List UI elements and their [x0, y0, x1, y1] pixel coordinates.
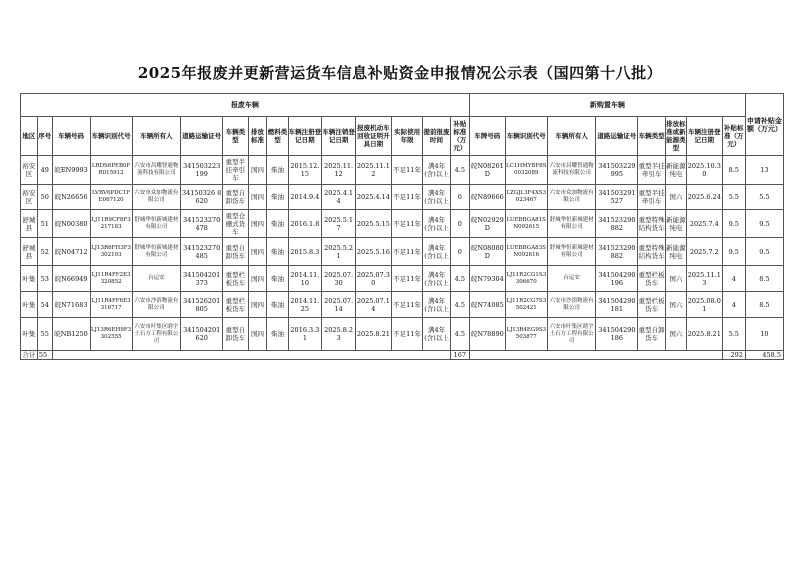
col-fuel: 燃料类型: [267, 117, 288, 156]
cell-cancel-date: 2025.5.17: [322, 210, 356, 238]
cell-seq: 49: [37, 156, 52, 185]
cell-owner: 六安市众加物流有限公司: [132, 185, 180, 210]
cell-fuel: 柴油: [267, 292, 288, 318]
cell-vin: LJ11R4FF2E3320852: [90, 266, 132, 292]
cell-subsidy-std: 0: [450, 238, 469, 266]
cell-seq: 51: [37, 210, 52, 238]
cell-subsidy-std: 4.5: [450, 156, 469, 185]
cell-new-emission: 新能源纯电: [665, 210, 686, 238]
cell-permit: 341526201805: [181, 292, 223, 318]
total-amount: 458.5: [745, 351, 783, 360]
cell-new-type: 重型栏板货车: [638, 292, 665, 318]
col-vin: 车辆识别代号: [90, 117, 132, 156]
cell-subsidy-std: 4.5: [450, 318, 469, 351]
cell-new-owner: 台运安: [547, 266, 595, 292]
cell-years-early: 满4年(含)以上: [423, 238, 450, 266]
col-seq: 序号: [37, 117, 52, 156]
col-new-vin: 车辆识别代号: [505, 117, 547, 156]
cell-new-subsidy-std: 9.5: [722, 210, 745, 238]
cell-vin: LVBV6PDC1FE067120: [90, 185, 132, 210]
cell-seq: 50: [37, 185, 52, 210]
cell-fuel: 柴油: [267, 266, 288, 292]
cell-new-plate: 皖N74085: [469, 292, 505, 318]
cell-new-type: 重型特殊结构货车: [638, 238, 665, 266]
cell-new-owner: 六安市叶集区晗宇土石方工程有限公司: [547, 318, 595, 351]
cell-new-subsidy-std: 4: [722, 292, 745, 318]
cell-new-vin: LJ11R2CG7S3502421: [505, 292, 547, 318]
cell-emission: 国四: [248, 185, 267, 210]
cell-new-subsidy-std: 5.5: [722, 318, 745, 351]
cell-years-early: 满4年(含)以上: [423, 156, 450, 185]
cell-years-early: 满4年(含)以上: [423, 185, 450, 210]
cell-district: 叶集: [21, 318, 38, 351]
cell-new-reg-date: 2025.8.21: [686, 318, 722, 351]
cell-new-vin: LUEBBGA83SN092616: [505, 238, 547, 266]
cell-new-emission: 国六: [665, 266, 686, 292]
cell-new-type: 重型半挂牵引车: [638, 185, 665, 210]
group-scrap: 报废车辆: [21, 94, 470, 117]
cell-new-vin: LJ11R2CG1S3306670: [505, 266, 547, 292]
cell-scrap-date: 2025.5.16: [355, 238, 391, 266]
cell-new-permit: 341523290882: [596, 210, 638, 238]
col-new-owner: 车辆所有人: [547, 117, 595, 156]
cell-vin: LJ11R4FF6E3316717: [90, 292, 132, 318]
cell-fuel: 柴油: [267, 156, 288, 185]
table-row: [21, 185, 784, 210]
cell-years-early: 满4年(含)以上: [423, 292, 450, 318]
col-subsidy-std: 补贴标准（万元）: [450, 117, 469, 156]
cell-new-reg-date: 2025.7.2: [686, 238, 722, 266]
cell-years-early: 满4年(含)以上: [423, 210, 450, 238]
cell-type: 重型栏板货车: [223, 292, 248, 318]
cell-subsidy-std: 0: [450, 185, 469, 210]
total-label: 合计: [22, 351, 36, 359]
cell-vin: LRDS6PEB0FR015912: [90, 156, 132, 185]
cell-district: 舒城县: [21, 238, 38, 266]
cell-plate: 皖N71683: [52, 292, 90, 318]
cell-type: 重型仓栅式货车: [223, 210, 248, 238]
cell-subsidy-std: 0: [450, 210, 469, 238]
cell-owner: 六安市昌耀智通物流科技有限公司: [132, 156, 180, 185]
total-row: [21, 351, 784, 360]
cell-type: 重型自卸货车: [223, 238, 248, 266]
cell-fuel: 柴油: [267, 318, 288, 351]
cell-years-used: 不足11年: [391, 318, 423, 351]
cell-new-subsidy-std: 4: [722, 266, 745, 292]
col-new-emission: 排放标准或新能源类型: [665, 117, 686, 156]
cell-new-emission: 国六: [665, 292, 686, 318]
subsidy-table: [20, 93, 784, 360]
cell-new-owner: 舒城华恒新城建材有限公司: [547, 210, 595, 238]
cell-district: 叶集: [21, 266, 38, 292]
col-cancel-date: 车辆注销登记日期: [322, 117, 356, 156]
cell-plate: 皖N04712: [52, 238, 90, 266]
cell-new-permit: 341504290196: [596, 266, 638, 292]
cell-plate: 皖N66949: [52, 266, 90, 292]
cell-district: 裕安区: [21, 156, 38, 185]
cell-vin: LJ13R6EH9F3302555: [90, 318, 132, 351]
total-new-subsidy: 292: [722, 351, 745, 360]
cell-fuel: 柴油: [267, 210, 288, 238]
cell-new-type: 重型栏板货车: [638, 266, 665, 292]
cell-emission: 国四: [248, 266, 267, 292]
col-emission: 排放标准: [248, 117, 267, 156]
cell-subsidy-std: 4.5: [450, 292, 469, 318]
cell-subsidy-std: 4.5: [450, 266, 469, 292]
cell-owner: 六安市沙浴物流有限公司: [132, 292, 180, 318]
cell-amount: 8.5: [745, 266, 783, 292]
table-body: [21, 156, 784, 351]
cell-district: 裕安区: [21, 185, 38, 210]
cell-seq: 52: [37, 238, 52, 266]
col-owner: 车辆所有人: [132, 117, 180, 156]
cell-type: 重型自卸货车: [223, 318, 248, 351]
table-row: [21, 266, 784, 292]
col-amount: 申请补贴金额（万元）: [745, 94, 783, 156]
cell-new-emission: 国六: [665, 318, 686, 351]
cell-cancel-date: 2025.07.14: [322, 292, 356, 318]
cell-vin: LJ11R9CF8F3217183: [90, 210, 132, 238]
cell-district: 舒城县: [21, 210, 38, 238]
cell-scrap-date: 2025.5.15: [355, 210, 391, 238]
cell-permit: 341523270478: [181, 210, 223, 238]
cell-permit: 341504201373: [181, 266, 223, 292]
cell-reg-date: 2014.11.25: [288, 292, 322, 318]
table-row: [21, 318, 784, 351]
cell-new-owner: 舒城华恒新城建材有限公司: [547, 238, 595, 266]
cell-new-vin: LJ13R4EG9S3503877: [505, 318, 547, 351]
cell-type: 重型半挂牵引车: [223, 156, 248, 185]
group-header-row: [21, 94, 784, 117]
cell-years-used: 不足11年: [391, 266, 423, 292]
page-title: 2025年报废并更新营运货车信息补贴资金申报情况公示表（国四第十八批）: [137, 64, 663, 82]
table-row: [21, 156, 784, 185]
cell-district: 叶集: [21, 292, 38, 318]
col-years-early: 提前报废时间: [423, 117, 450, 156]
cell-amount: 8.5: [745, 292, 783, 318]
cell-amount: 9.5: [745, 210, 783, 238]
cell-new-subsidy-std: 5.5: [722, 185, 745, 210]
cell-cancel-date: 2025.8.23: [322, 318, 356, 351]
cell-new-permit: 341523290882: [596, 238, 638, 266]
cell-emission: 国四: [248, 238, 267, 266]
cell-new-plate: 皖N78890: [469, 318, 505, 351]
cell-seq: 55: [37, 318, 52, 351]
col-new-reg-date: 车辆注册登记日期: [686, 117, 722, 156]
cell-new-emission: 国六: [665, 185, 686, 210]
cell-years-used: 不足11年: [391, 156, 423, 185]
cell-new-reg-date: 2025.7.4: [686, 210, 722, 238]
cell-plate: 皖N00380: [52, 210, 90, 238]
total-spacer: [52, 351, 450, 360]
cell-reg-date: 2015.12.15: [288, 156, 322, 185]
cell-fuel: 柴油: [267, 185, 288, 210]
cell-new-vin: LZGJL3F4XS3023467: [505, 185, 547, 210]
cell-seq: 54: [37, 292, 52, 318]
cell-scrap-date: 2025.11.12: [355, 156, 391, 185]
cell-scrap-date: 2025.07.14: [355, 292, 391, 318]
col-plate: 车辆号码: [52, 117, 90, 156]
cell-seq: 53: [37, 266, 52, 292]
cell-new-subsidy-std: 8.5: [722, 156, 745, 185]
cell-emission: 国四: [248, 156, 267, 185]
cell-new-emission: 新能源纯电: [665, 156, 686, 185]
cell-new-reg-date: 2025.08.01: [686, 292, 722, 318]
cell-new-owner: 六安市沙浴物流有限公司: [547, 292, 595, 318]
table-row: [21, 210, 784, 238]
cell-cancel-date: 2025.11.12: [322, 156, 356, 185]
cell-new-type: 重型特殊结构货车: [638, 210, 665, 238]
cell-new-plate: 皖N79304: [469, 266, 505, 292]
col-new-permit: 道路运输证号: [596, 117, 638, 156]
cell-plate: 皖N26656: [52, 185, 90, 210]
group-new: 新购置车辆: [469, 94, 745, 117]
col-new-plate: 车牌号码: [469, 117, 505, 156]
cell-amount: 5.5: [745, 185, 783, 210]
col-scrap-date: 报废机动车回收证明开具日期: [355, 117, 391, 156]
cell-new-emission: 新能源纯电: [665, 238, 686, 266]
cell-owner: 六安市叶集区晗宇土石方工程有限公司: [132, 318, 180, 351]
cell-new-owner: 六安市众加物流有限公司: [547, 185, 595, 210]
cell-years-used: 不足11年: [391, 185, 423, 210]
cell-new-reg-date: 2025.6.24: [686, 185, 722, 210]
cell-new-permit: 341503291527: [596, 185, 638, 210]
cell-years-used: 不足11年: [391, 210, 423, 238]
cell-years-used: 不足11年: [391, 238, 423, 266]
total-count: 55: [37, 351, 52, 360]
cell-new-reg-date: 2025.10.30: [686, 156, 722, 185]
cell-new-owner: 六安市昌耀智通物流科技有限公司: [547, 156, 595, 185]
cell-reg-date: 2016.3.31: [288, 318, 322, 351]
cell-new-plate: 皖N08080D: [469, 238, 505, 266]
cell-plate: 皖EN9993: [52, 156, 90, 185]
col-years-used: 实际使用年限: [391, 117, 423, 156]
col-new-type: 车辆类型: [638, 117, 665, 156]
cell-type: 重型自卸货车: [223, 185, 248, 210]
cell-reg-date: 2015.8.3: [288, 238, 322, 266]
cell-amount: 10: [745, 318, 783, 351]
cell-new-reg-date: 2025.11.13: [686, 266, 722, 292]
col-district: 地区: [21, 117, 38, 156]
cell-reg-date: 2014.11.10: [288, 266, 322, 292]
cell-new-plate: 皖N89666: [469, 185, 505, 210]
cell-years-early: 满4年(含)以上: [423, 266, 450, 292]
cell-years-early: 满4年(含)以上: [423, 318, 450, 351]
cell-new-type: 重型半挂牵引车: [638, 156, 665, 185]
cell-emission: 国四: [248, 210, 267, 238]
cell-new-type: 重型自卸货车: [638, 318, 665, 351]
cell-owner: 台运安: [132, 266, 180, 292]
cell-new-vin: LUEBBGA81SN092615: [505, 210, 547, 238]
cell-owner: 舒城华恒新城建材有限公司: [132, 238, 180, 266]
cell-reg-date: 2014.9.4: [288, 185, 322, 210]
cell-years-used: 不足11年: [391, 292, 423, 318]
cell-amount: 13: [745, 156, 783, 185]
cell-new-vin: LC1HMYBF8S0032089: [505, 156, 547, 185]
cell-new-permit: 341504290181: [596, 292, 638, 318]
cell-scrap-date: 2025.8.21: [355, 318, 391, 351]
cell-emission: 国四: [248, 292, 267, 318]
total-scrap-subsidy: 167: [450, 351, 469, 360]
cell-permit: 341523270485: [181, 238, 223, 266]
cell-permit: 34150326 8620: [181, 185, 223, 210]
cell-new-permit: 341503229995: [596, 156, 638, 185]
cell-new-subsidy-std: 9.5: [722, 238, 745, 266]
total-spacer-2: [469, 351, 722, 360]
cell-cancel-date: 2025.4.14: [322, 185, 356, 210]
col-type: 车辆类型: [223, 117, 248, 156]
cell-new-permit: 341504290186: [596, 318, 638, 351]
cell-permit: 341503223199: [181, 156, 223, 185]
cell-scrap-date: 2025.4.14: [355, 185, 391, 210]
col-new-subsidy-std: 补贴标准（万元）: [722, 117, 745, 156]
cell-fuel: 柴油: [267, 238, 288, 266]
table-row: [21, 238, 784, 266]
column-header-row: [21, 117, 784, 156]
cell-scrap-date: 2025.07.30: [355, 266, 391, 292]
col-reg-date: 车辆注册登记日期: [288, 117, 322, 156]
cell-new-plate: 皖N08261D: [469, 156, 505, 185]
cell-vin: LJ13R6FH3F3302193: [90, 238, 132, 266]
cell-plate: 皖NB1250: [52, 318, 90, 351]
cell-permit: 341504201620: [181, 318, 223, 351]
cell-owner: 舒城华恒新城建材有限公司: [132, 210, 180, 238]
cell-emission: 国四: [248, 318, 267, 351]
cell-reg-date: 2016.1.8: [288, 210, 322, 238]
cell-amount: 9.5: [745, 238, 783, 266]
cell-cancel-date: 2025.5.21: [322, 238, 356, 266]
table-row: [21, 292, 784, 318]
cell-new-plate: 皖N02929D: [469, 210, 505, 238]
cell-cancel-date: 2025.07.30: [322, 266, 356, 292]
col-permit: 道路运输证号: [181, 117, 223, 156]
cell-type: 重型栏板货车: [223, 266, 248, 292]
